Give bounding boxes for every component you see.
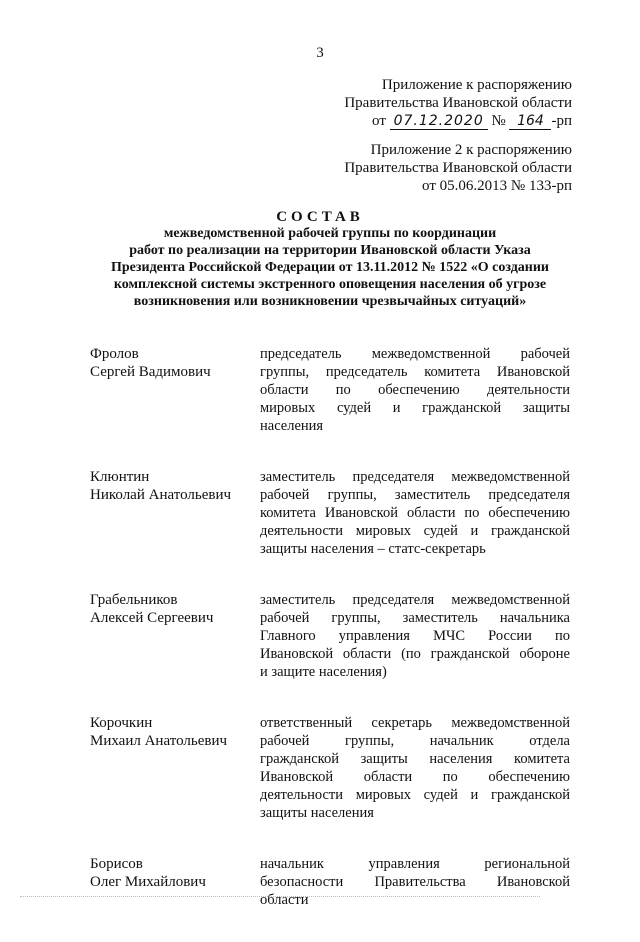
role-line: рабочей группы, начальник отдела [260, 733, 570, 749]
role-line: Главного управления МЧС России по [260, 628, 570, 644]
attachment-line-1: Приложение к распоряжению [381, 77, 572, 93]
page-number: 3 [316, 45, 324, 61]
member-entry [90, 714, 570, 822]
attachment2-line-1: Приложение 2 к распоряжению [370, 142, 572, 158]
role-line: Ивановской области по обеспечению [260, 769, 570, 785]
attachment-line-2: Правительства Ивановской области [344, 95, 572, 111]
role-line: деятельности мировых судей и гражданской [260, 523, 570, 539]
handwritten-date: 07.12.2020 [390, 114, 488, 130]
member-role [260, 855, 570, 909]
number-prefix: № [491, 113, 506, 129]
member-surname: Корочкин [90, 715, 153, 731]
role-line: деятельности мировых судей и гражданской [260, 787, 570, 803]
role-line: заместитель председателя межведомственной [260, 469, 570, 485]
member-given-name: Сергей Вадимович [90, 364, 211, 380]
attachment2-line-2: Правительства Ивановской области [344, 160, 572, 176]
member-surname: Борисов [90, 856, 143, 872]
role-line: населения [260, 418, 324, 434]
role-line: гражданской защиты населения комитета [260, 751, 570, 767]
role-line: ответственный секретарь межведомственной [260, 715, 570, 731]
member-surname: Фролов [90, 346, 139, 362]
member-role [260, 591, 570, 681]
role-line: заместитель председателя межведомственной [260, 592, 570, 608]
attachment-header-2 [344, 141, 572, 195]
role-line: рабочей группы, заместитель начальника [260, 610, 570, 626]
subtitle-line: Президента Российской Федерации от 13.11.2012 № 1522 «О создании [111, 260, 549, 275]
member-role [260, 714, 570, 822]
attachment2-line-3: от 05.06.2013 № 133-рп [422, 178, 572, 194]
role-line: области по обеспечению деятельности [260, 382, 570, 398]
subtitle-line: межведомственной рабочей группы по координации [163, 226, 497, 241]
role-line: комитета Ивановской области по обеспечению [260, 505, 570, 521]
members-list [90, 345, 570, 942]
date-prefix: от [372, 113, 386, 129]
member-name [90, 345, 260, 435]
document-subtitle [80, 225, 580, 310]
scan-artifact-line [20, 896, 540, 899]
role-line: и защите населения) [260, 664, 387, 680]
member-given-name: Алексей Сергеевич [90, 610, 214, 626]
role-line: группы, председатель комитета Ивановской [260, 364, 570, 380]
member-given-name: Николай Анатольевич [90, 487, 232, 503]
member-entry [90, 468, 570, 558]
role-line: безопасности Правительства Ивановской [260, 874, 570, 890]
member-role [260, 345, 570, 435]
member-entry [90, 345, 570, 435]
role-line: области [260, 892, 309, 908]
member-surname: Грабельников [90, 592, 178, 608]
attachment-date-line [344, 112, 572, 130]
handwritten-number: 164 [509, 114, 551, 130]
subtitle-line: комплексной системы экстренного оповещения населения об угрозе [113, 277, 547, 292]
member-surname: Клюнтин [90, 469, 150, 485]
role-line: рабочей группы, заместитель председателя [260, 487, 570, 503]
member-entry [90, 591, 570, 681]
role-line: защиты населения [260, 805, 374, 821]
role-line: Ивановской области (по гражданской обороне [260, 646, 570, 662]
attachment-header [344, 76, 572, 130]
subtitle-line: работ по реализации на территории Ивановской области Указа [129, 243, 531, 258]
member-name [90, 468, 260, 558]
role-line: защиты населения – статс-секретарь [260, 541, 486, 557]
member-given-name: Михаил Анатольевич [90, 733, 228, 749]
number-suffix: -рп [551, 113, 572, 129]
role-line: председатель межведомственной рабочей [260, 346, 570, 362]
member-name [90, 591, 260, 681]
subtitle-line: возникновения или возникновении чрезвычайных ситуаций» [133, 294, 527, 309]
document-title: СОСТАВ [276, 209, 364, 225]
role-line: мировых судей и гражданской защиты [260, 400, 570, 416]
member-name [90, 714, 260, 822]
member-entry [90, 855, 570, 909]
role-line: начальник управления региональной [260, 856, 570, 872]
member-given-name: Олег Михайлович [90, 874, 206, 890]
member-name [90, 855, 260, 909]
member-role [260, 468, 570, 558]
